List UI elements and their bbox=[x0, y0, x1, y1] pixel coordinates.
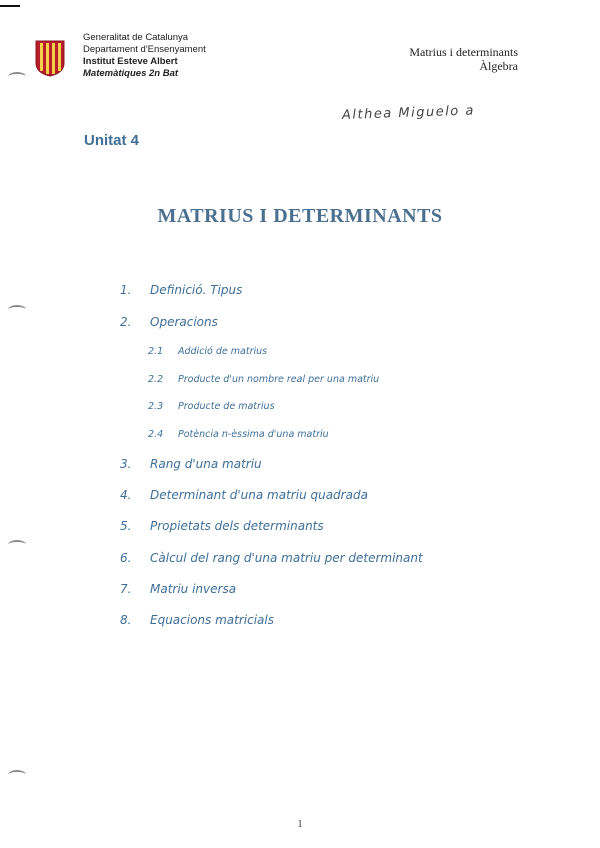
punch-hole-mark bbox=[8, 770, 26, 779]
toc-item-label: Determinant d'una matriu quadrada bbox=[150, 488, 368, 502]
toc-item bbox=[120, 488, 368, 502]
topic-subject: Àlgebra bbox=[479, 59, 518, 73]
generalitat-logo-icon bbox=[34, 39, 66, 77]
punch-hole-mark bbox=[8, 72, 26, 81]
toc-item bbox=[120, 551, 423, 565]
punch-hole-mark bbox=[8, 305, 26, 314]
toc-item-label: Càlcul del rang d'una matriu per determinant bbox=[150, 551, 423, 565]
toc-item bbox=[120, 613, 274, 627]
page-number: 1 bbox=[297, 819, 303, 830]
toc-item bbox=[120, 457, 262, 471]
toc-item-label: Definició. Tipus bbox=[150, 283, 243, 297]
toc-subitem bbox=[148, 346, 267, 357]
toc-item-label: Propietats dels determinants bbox=[150, 519, 324, 533]
toc-item-number: 1. bbox=[120, 283, 132, 297]
topic-title: Matrius i determinants bbox=[409, 45, 518, 59]
toc-item-label: Equacions matricials bbox=[150, 613, 274, 627]
toc-subitem-number: 2.1 bbox=[148, 346, 164, 357]
toc-item-number: 6. bbox=[120, 551, 132, 565]
toc-item bbox=[120, 582, 236, 596]
toc-subitem-number: 2.4 bbox=[148, 429, 164, 440]
page-title: MATRIUS I DETERMINANTS bbox=[157, 205, 443, 227]
toc-item bbox=[120, 519, 324, 533]
toc-subitem-label: Potència n-èssima d'una matriu bbox=[178, 429, 329, 440]
toc-item-number: 8. bbox=[120, 613, 132, 627]
toc-subitem-number: 2.2 bbox=[148, 374, 164, 385]
toc-subitem-label: Producte d'un nombre real per una matriu bbox=[178, 374, 380, 385]
toc-item-label: Matriu inversa bbox=[150, 582, 237, 596]
toc-subitem bbox=[148, 429, 329, 440]
unit-label: Unitat 4 bbox=[84, 132, 140, 149]
toc-subitem bbox=[148, 374, 379, 385]
school-line-department: Departament d'Ensenyament bbox=[83, 44, 206, 55]
toc-subitem bbox=[148, 401, 275, 412]
student-name-handwritten: Althea Miguelo a bbox=[341, 103, 476, 123]
toc-subitem-number: 2.3 bbox=[148, 401, 164, 412]
toc-item-label: Operacions bbox=[150, 315, 218, 329]
toc-item-label: Rang d'una matriu bbox=[150, 457, 262, 471]
punch-hole-mark bbox=[8, 540, 26, 549]
school-line-government: Generalitat de Catalunya bbox=[83, 32, 189, 43]
toc-item-number: 5. bbox=[120, 519, 132, 533]
toc-item-number: 7. bbox=[120, 582, 132, 596]
school-line-institute: Institut Esteve Albert bbox=[83, 56, 178, 67]
scan-mark bbox=[0, 5, 20, 7]
toc-item bbox=[120, 283, 242, 297]
toc-item-number: 2. bbox=[120, 315, 132, 329]
school-info bbox=[83, 32, 206, 80]
school-line-course: Matemàtiques 2n Bat bbox=[83, 68, 179, 79]
document-topic bbox=[409, 45, 518, 73]
toc-item-number: 3. bbox=[120, 457, 132, 471]
toc-item bbox=[120, 315, 218, 329]
toc-subitem-label: Addició de matrius bbox=[178, 346, 268, 357]
toc-subitem-label: Producte de matrius bbox=[178, 401, 275, 412]
toc-item-number: 4. bbox=[120, 488, 132, 502]
